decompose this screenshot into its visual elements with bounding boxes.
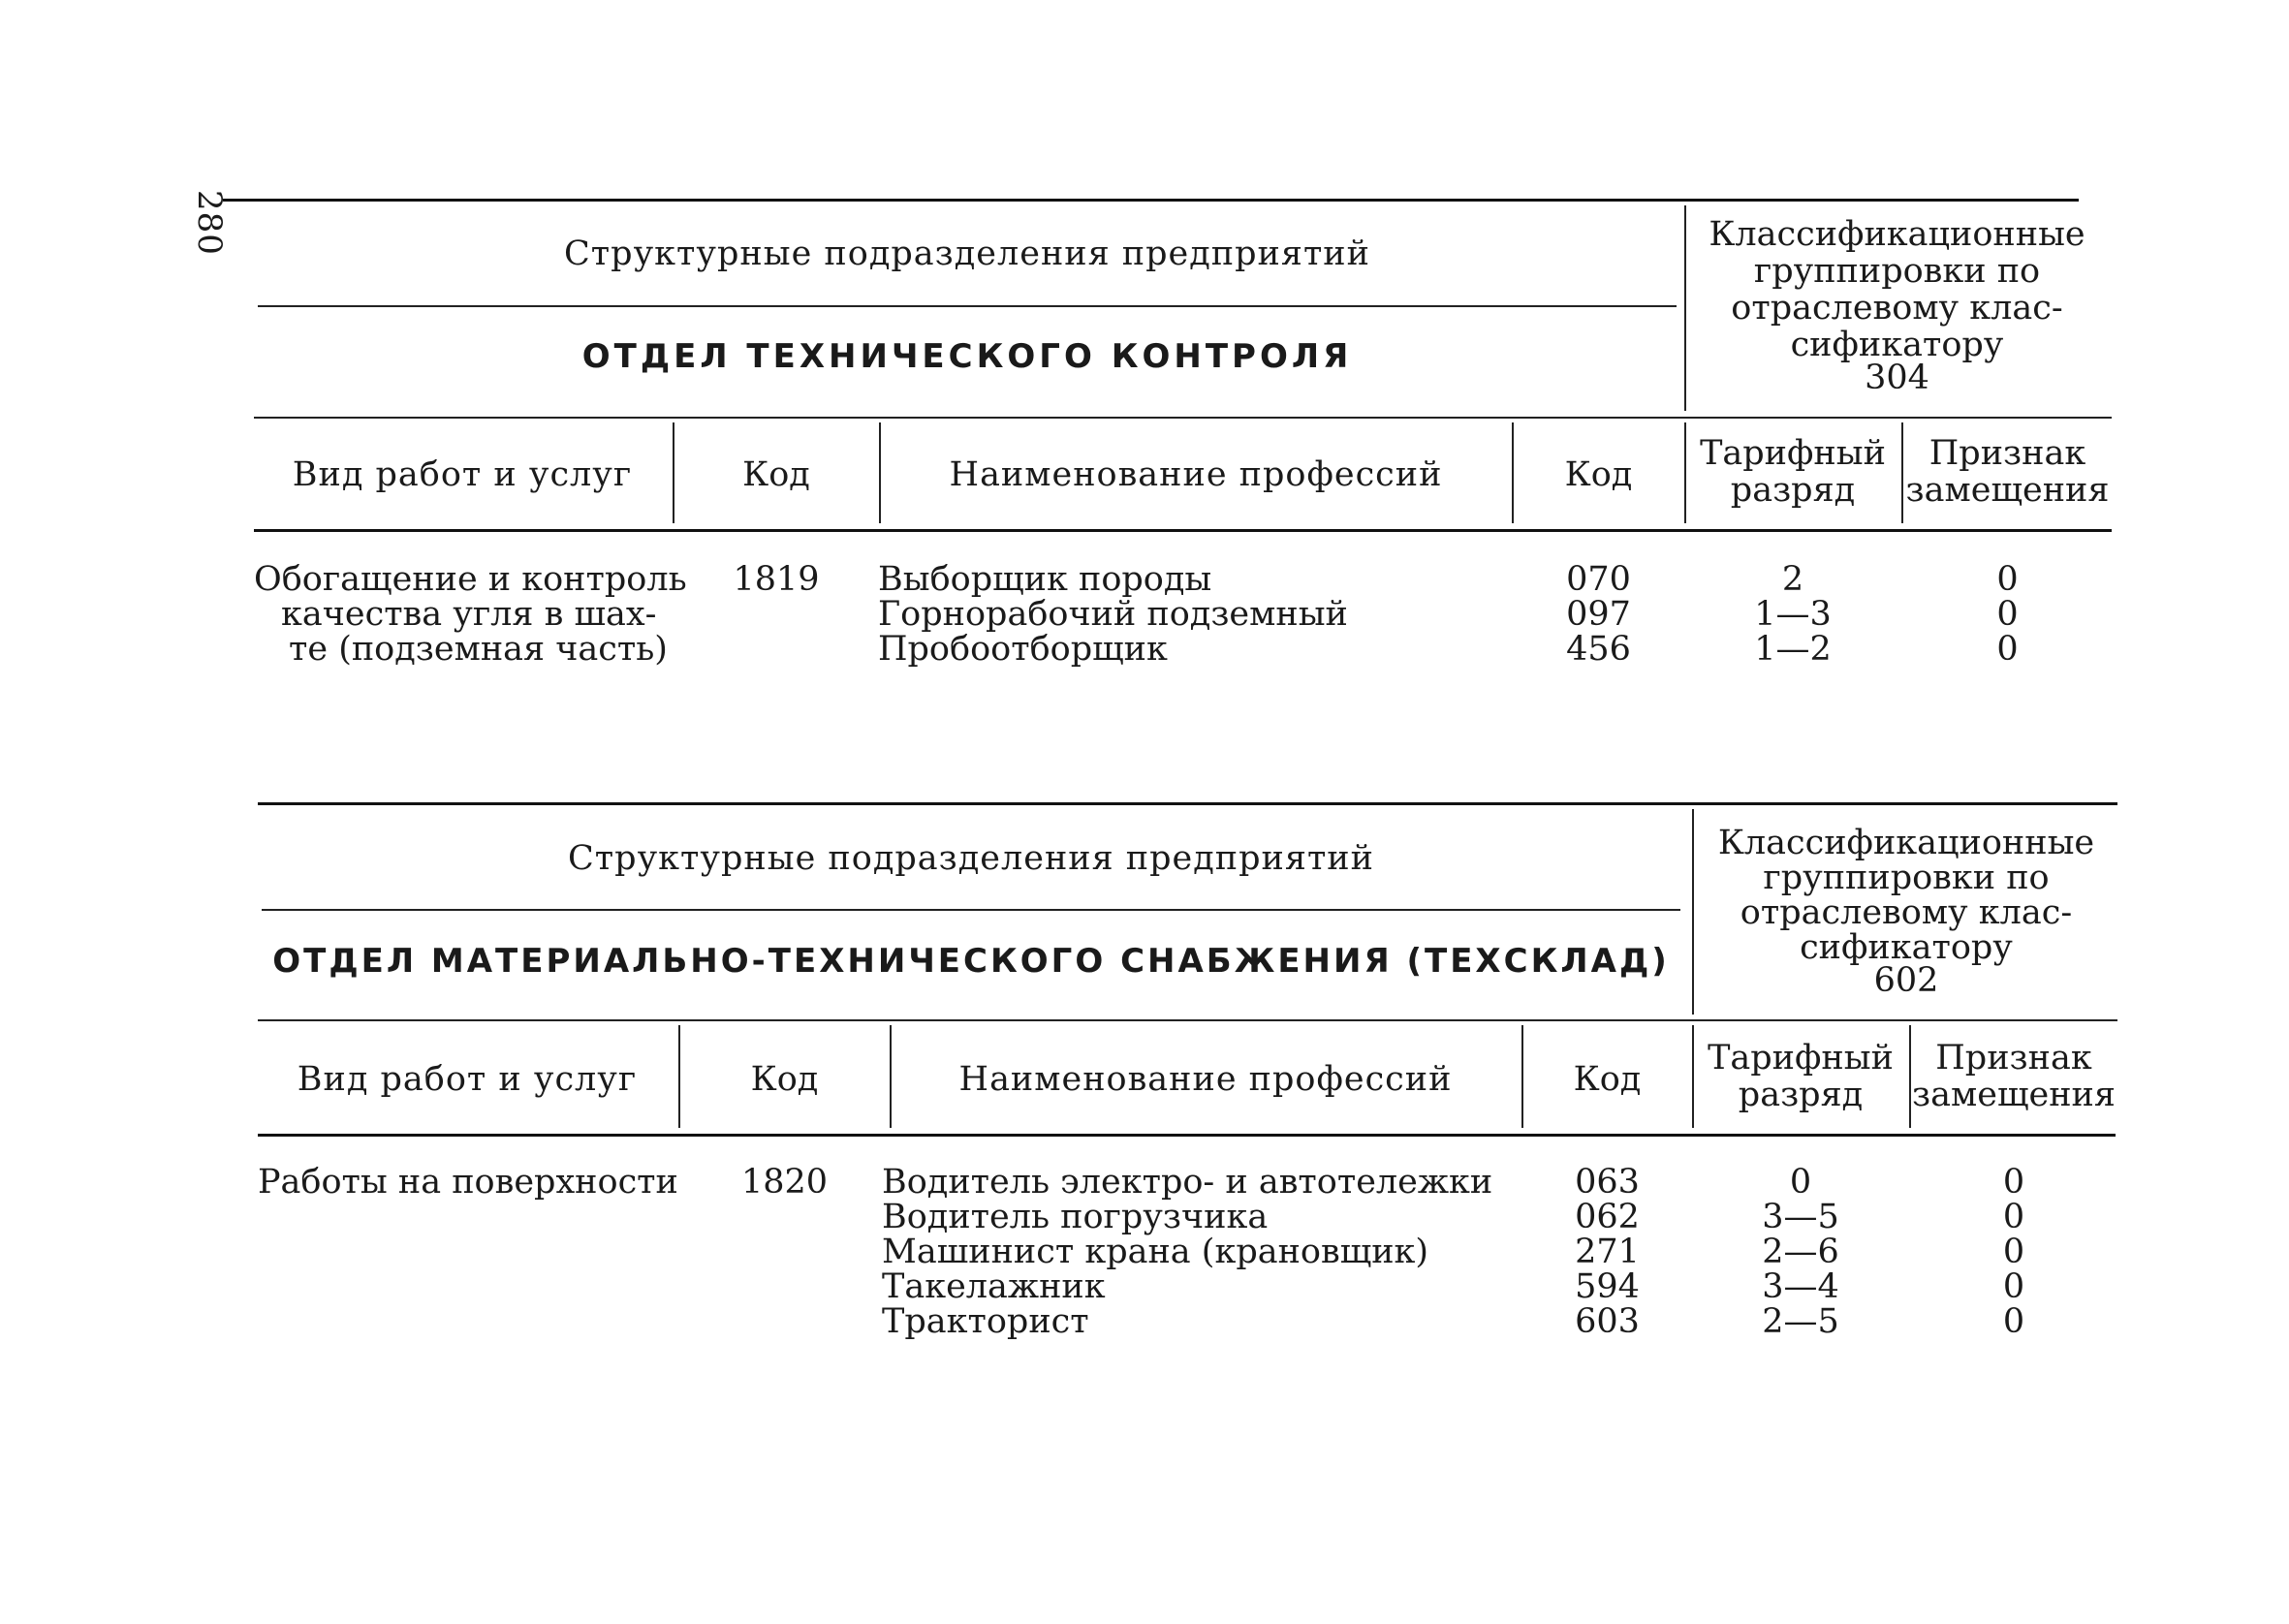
classification-separator [1684,205,1686,411]
col-header-sub-2: замещения [1905,471,2110,510]
classification-line-4: сификатору [1790,326,2004,364]
col-header-sub-1: Признак [1928,434,2086,473]
section-divider [254,417,2112,419]
col-header-profession: Наименование профессий [949,455,1443,494]
col-header-sub-2: замещения [1912,1076,2116,1114]
classification-line-3: отраслевому клас- [1740,893,2073,932]
substitution-sign: 0 [2002,1198,2025,1236]
page-number: 280 [190,190,229,256]
profession-code: 062 [1575,1198,1640,1236]
tariff-grade: 3—4 [1762,1267,1839,1306]
col-header-work-type: Вид работ и услуг [297,1060,638,1099]
col-header-code: Код [750,1060,819,1099]
tariff-grade: 1—2 [1754,630,1832,669]
profession-code: 456 [1566,630,1631,669]
table-top-rule [258,802,2117,805]
column-header-rule [258,1134,2116,1137]
profession-name: Водитель электро- и автотележки [882,1163,1493,1202]
profession-name: Горнорабочий подземный [878,595,1348,634]
classification-line-1: Классификационные [1717,824,2095,862]
department-title: ОТДЕЛ ТЕХНИЧЕСКОГО КОНТРОЛЯ [581,337,1353,376]
col-header-prof-code: Код [1573,1060,1642,1099]
col-header-work-type: Вид работ и услуг [292,455,633,494]
classification-line-3: отраслевому клас- [1731,289,2063,328]
tariff-grade: 3—5 [1762,1198,1839,1236]
substitution-sign: 0 [1996,560,2019,599]
tariff-grade: 1—3 [1754,595,1832,634]
col-header-prof-code: Код [1564,455,1633,494]
col-header-code: Код [742,455,810,494]
work-code: 1820 [740,1163,829,1202]
col-header-grade-1: Тарифный [1708,1039,1894,1077]
tariff-grade: 2—6 [1762,1233,1839,1271]
substitution-sign: 0 [2002,1302,2025,1341]
profession-name: Водитель погрузчика [882,1198,1269,1236]
work-type-line-1: Работы на поверхности [258,1163,678,1202]
classification-separator [1692,809,1694,1015]
profession-name: Машинист крана (крановщик) [882,1233,1429,1271]
profession-code: 594 [1575,1267,1640,1306]
substitution-sign: 0 [2002,1163,2025,1202]
classification-code: 602 [1873,961,1939,1000]
col-header-grade-2: разряд [1738,1076,1864,1114]
col-header-grade-1: Тарифный [1700,434,1886,473]
profession-code: 097 [1566,595,1631,634]
substitution-sign: 0 [1996,630,2019,669]
header-divider [262,909,1680,911]
substitution-sign: 0 [1996,595,2019,634]
table-top-rule [223,199,2079,202]
col-header-profession: Наименование профессий [958,1060,1453,1099]
substitution-sign: 0 [2002,1267,2025,1306]
column-header-rule [254,529,2112,532]
work-code: 1819 [733,560,820,599]
tariff-grade: 2 [1781,560,1804,599]
header-divider [258,305,1677,307]
tariff-grade: 0 [1789,1163,1812,1202]
profession-name: Выборщик породы [878,560,1212,599]
substitution-sign: 0 [2002,1233,2025,1271]
classification-line-1: Классификационные [1709,215,2085,254]
classification-line-2: группировки по [1753,252,2041,291]
work-type-line-3: те (подземная часть) [289,630,668,669]
profession-code: 603 [1575,1302,1640,1341]
classification-code: 304 [1865,359,1929,397]
struct-header: Структурные подразделения предприятий [564,234,1370,273]
section-divider [258,1019,2117,1021]
profession-code: 070 [1566,560,1631,599]
profession-code: 063 [1575,1163,1640,1202]
col-header-sub-1: Признак [1935,1039,2092,1077]
classification-line-2: группировки по [1763,859,2050,897]
profession-code: 271 [1575,1233,1640,1271]
work-type-line-1: Обогащение и контроль [254,560,687,599]
tariff-grade: 2—5 [1762,1302,1839,1341]
department-title: ОТДЕЛ МАТЕРИАЛЬНО-ТЕХНИЧЕСКОГО СНАБЖЕНИЯ (ТЕХСКЛАД) [272,942,1670,981]
col-header-grade-2: разряд [1730,471,1856,510]
struct-header: Структурные подразделения предприятий [568,839,1374,878]
profession-name: Такелажник [882,1267,1106,1306]
work-type-line-2: качества угля в шах- [281,595,657,634]
profession-name: Тракторист [882,1302,1089,1341]
profession-name: Пробоотборщик [878,630,1168,669]
classification-line-4: сификатору [1800,928,2013,967]
